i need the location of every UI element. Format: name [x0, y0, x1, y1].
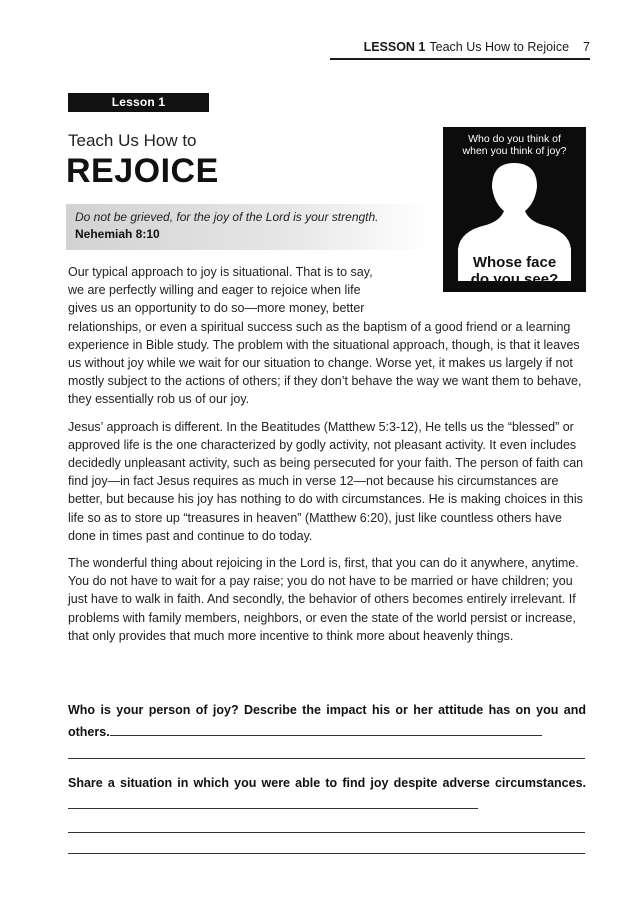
answer-line[interactable]: [68, 758, 585, 759]
answer-line[interactable]: [68, 853, 585, 854]
paragraph-1-rest: relationships, or even a spiritual success such as the baptism of a good friend or a learning experience in Bible study. The problem with the situational approach, though, is that it leaves us without joy while we wait for our situation to change. Worse yet, it makes us largely if not mostly subject to the actions of others; if they don’t behave the way we want them to behave, they essentially rob us of our joy.: [68, 319, 582, 407]
paragraph-1-line2: we are perfectly willing and eager to rejoice when life: [68, 283, 361, 298]
paragraph-3: The wonderful thing about rejoicing in the Lord is, first, that you can do it anywhere, anytime. You do not have to wait for a pay raise; you do not have to be married or have children; you just have to walk in faith. And secondly, the behavior of others becomes entirely irrelevant. If problems with family members, neighbors, or even the state of the world persist or increase, that only provides that much more incentive to think more about heavenly things.: [68, 556, 579, 643]
paragraph-1: [68, 263, 586, 409]
verse-quote: Do not be grieved, for the joy of the Lord is your strength.: [75, 210, 379, 224]
page-title: REJOICE: [66, 152, 219, 190]
verse-callout: [66, 204, 430, 250]
sidebar-question-line2: when you think of joy?: [462, 145, 567, 157]
page-number: 7: [583, 40, 590, 54]
running-header: [330, 40, 590, 60]
verse-reference: Nehemiah 8:10: [75, 227, 160, 241]
header-lesson: LESSON 1: [363, 40, 426, 54]
question-2: [68, 773, 586, 816]
sidebar-caption-line1: Whose face: [472, 254, 557, 271]
sidebar-question-line1: Who do you think of: [468, 133, 561, 145]
sidebar-question: [443, 133, 586, 157]
question-2-text: Share a situation in which you were able to find joy despite adverse circumstances.: [68, 776, 586, 790]
title-line1: Teach Us How to: [68, 131, 197, 150]
answer-line[interactable]: [68, 832, 585, 833]
paragraph-1-line3: gives us an opportunity to do so—more money, better: [68, 301, 365, 316]
answer-line[interactable]: [110, 725, 542, 736]
lesson-body: [68, 263, 586, 654]
paragraph-2: Jesus’ approach is different. In the Beatitudes (Matthew 5:3-12), He tells us the “blessed” or approved life is the one characterized by godly activity, not pleasant activity. It even includes decidedly unpleasant activity, such as being persecuted for your faith. The person of faith can find joy—in fact Jesus requires as much in verse 12—not because his circumstances are better, but because his joy has nothing to do with circumstances. He is making choices in this life so as to store up “treasures in heaven” (Matthew 6:20), just like countless others have done in times past and continue to do today.: [68, 419, 584, 543]
paragraph-1-line1: Our typical approach to joy is situational. That is to say,: [68, 265, 373, 279]
lesson-tag: Lesson 1: [68, 93, 209, 112]
sidebar-caption-line2: do you see?: [470, 271, 559, 288]
header-title: Teach Us How to Rejoice: [429, 40, 570, 54]
answer-line[interactable]: [68, 798, 478, 809]
question-1: [68, 700, 586, 743]
question-1-text: Who is your person of joy? Describe the impact his or her attitude has on you and others.: [68, 703, 586, 739]
